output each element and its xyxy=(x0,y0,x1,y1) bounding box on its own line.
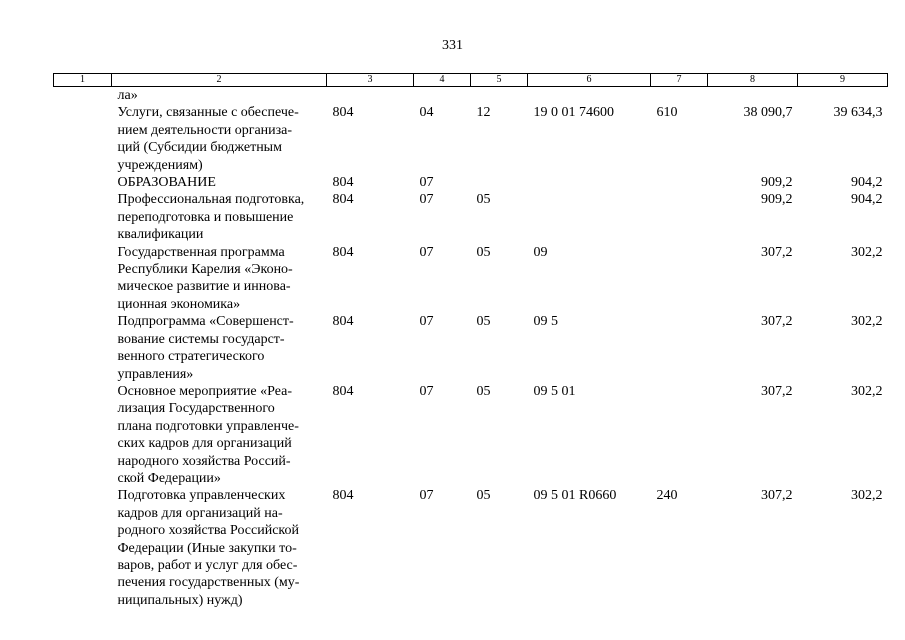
subsection-cell: 05 xyxy=(476,488,491,504)
section-cell xyxy=(414,87,471,105)
expense-type-cell xyxy=(651,191,708,243)
item-name-line: кадров для организаций на- xyxy=(117,505,283,521)
amount-year2-cell: 302,2 xyxy=(851,244,883,260)
budget-code-cell: 804 xyxy=(332,314,354,330)
expense-type-cell xyxy=(651,174,708,191)
budget-code-cell: 804 xyxy=(332,192,354,208)
item-name-cell xyxy=(112,191,327,243)
subsection-cell: 12 xyxy=(476,105,491,121)
item-name-line: нием деятельности организа- xyxy=(117,122,293,138)
target-article-cell: 09 xyxy=(533,244,548,260)
row-number-cell xyxy=(54,487,112,609)
section-cell: 04 xyxy=(419,105,434,121)
item-name-line: ций (Субсидии бюджетным xyxy=(117,140,282,156)
amount-year2-cell: 904,2 xyxy=(851,192,883,208)
table-row xyxy=(54,191,888,243)
target-article-cell: 09 5 xyxy=(533,314,558,330)
column-number: 4 xyxy=(414,74,471,87)
column-number: 9 xyxy=(798,74,888,87)
budget-code-cell: 804 xyxy=(332,175,354,191)
section-cell: 07 xyxy=(419,244,434,260)
column-number: 6 xyxy=(528,74,651,87)
item-name-line: ниципальных) нужд) xyxy=(117,592,243,608)
amount-year1-cell xyxy=(708,87,798,105)
expense-type-cell: 610 xyxy=(656,105,678,121)
item-name-line: венного стратегического xyxy=(117,349,265,365)
row-number-cell xyxy=(54,244,112,314)
column-number: 2 xyxy=(112,74,327,87)
item-name-line: Подготовка управленческих xyxy=(117,488,286,504)
table-row xyxy=(54,244,888,314)
column-number: 7 xyxy=(651,74,708,87)
amount-year2-cell: 904,2 xyxy=(851,175,883,191)
item-name-line: родного хозяйства Российской xyxy=(117,523,300,539)
table-row xyxy=(54,383,888,487)
item-name-cell xyxy=(112,104,327,174)
item-name-line: учреждениям) xyxy=(117,157,203,173)
section-cell: 07 xyxy=(419,192,434,208)
item-name-line: Подпрограмма «Совершенст- xyxy=(117,314,294,330)
item-name-line: ских кадров для организаций xyxy=(117,436,292,452)
amount-year2-cell: 302,2 xyxy=(851,488,883,504)
table-row xyxy=(54,87,888,105)
table-row xyxy=(54,487,888,609)
budget-code-cell: 804 xyxy=(332,383,354,399)
amount-year2-cell: 39 634,3 xyxy=(833,105,883,121)
table-row xyxy=(54,174,888,191)
item-name-line: переподготовка и повышение xyxy=(117,209,294,225)
subsection-cell: 05 xyxy=(476,314,491,330)
budget-code-cell: 804 xyxy=(332,244,354,260)
item-name-line: ОБРАЗОВАНИЕ xyxy=(117,175,216,191)
item-name-line: печения государственных (му- xyxy=(117,575,300,591)
item-name-line: Федерации (Иные закупки то- xyxy=(117,540,297,556)
target-article-cell: 19 0 01 74600 xyxy=(533,105,614,121)
row-number-cell xyxy=(54,104,112,174)
target-article-cell xyxy=(528,87,651,105)
target-article-cell xyxy=(528,191,651,243)
expense-type-cell xyxy=(651,313,708,383)
subsection-cell: 05 xyxy=(476,192,491,208)
section-cell: 07 xyxy=(419,383,434,399)
target-article-cell: 09 5 01 xyxy=(533,383,576,399)
amount-year2-cell: 302,2 xyxy=(851,314,883,330)
target-article-cell: 09 5 01 R0660 xyxy=(533,488,617,504)
column-number: 5 xyxy=(471,74,528,87)
amount-year1-cell: 307,2 xyxy=(761,314,793,330)
item-name-line: народного хозяйства Россий- xyxy=(117,453,291,469)
amount-year1-cell: 307,2 xyxy=(761,244,793,260)
section-cell: 07 xyxy=(419,314,434,330)
item-name-line: плана подготовки управленче- xyxy=(117,418,299,434)
column-number: 8 xyxy=(708,74,798,87)
expense-type-cell xyxy=(651,244,708,314)
budget-code-cell: 804 xyxy=(332,105,354,121)
table-header xyxy=(54,74,888,87)
item-name-line: мическое развитие и иннова- xyxy=(117,279,291,295)
subsection-cell: 05 xyxy=(476,383,491,399)
budget-table xyxy=(53,73,888,609)
subsection-cell: 05 xyxy=(476,244,491,260)
table-row xyxy=(54,104,888,174)
amount-year1-cell: 307,2 xyxy=(761,383,793,399)
budget-code-cell xyxy=(327,87,414,105)
item-name-cell xyxy=(112,383,327,487)
column-number: 1 xyxy=(54,74,112,87)
item-name-line: ла» xyxy=(117,88,138,103)
subsection-cell xyxy=(471,87,528,105)
item-name-line: Профессиональная подготовка, xyxy=(117,192,305,208)
table-body xyxy=(54,87,888,610)
section-cell: 07 xyxy=(419,175,434,191)
column-number-row xyxy=(54,74,888,87)
amount-year1-cell: 909,2 xyxy=(761,175,793,191)
subsection-cell xyxy=(471,174,528,191)
item-name-line: управления» xyxy=(117,366,194,382)
section-cell: 07 xyxy=(419,488,434,504)
expense-type-cell xyxy=(651,383,708,487)
amount-year1-cell: 909,2 xyxy=(761,192,793,208)
item-name-line: Основное мероприятие «Реа- xyxy=(117,383,292,399)
item-name-line: лизация Государственного xyxy=(117,401,275,417)
target-article-cell xyxy=(528,174,651,191)
item-name-line: Услуги, связанные с обеспече- xyxy=(117,105,299,121)
amount-year1-cell: 307,2 xyxy=(761,488,793,504)
item-name-line: ской Федерации» xyxy=(117,470,221,486)
item-name-line: Государственная программа xyxy=(117,244,285,260)
item-name-cell xyxy=(112,87,327,105)
row-number-cell xyxy=(54,383,112,487)
column-number: 3 xyxy=(327,74,414,87)
row-number-cell xyxy=(54,313,112,383)
item-name-line: вование системы государст- xyxy=(117,331,285,347)
item-name-cell xyxy=(112,244,327,314)
amount-year1-cell: 38 090,7 xyxy=(743,105,793,121)
item-name-line: варов, работ и услуг для обес- xyxy=(117,557,298,573)
item-name-cell xyxy=(112,313,327,383)
item-name-line: Республики Карелия «Эконо- xyxy=(117,262,293,278)
page-number: 331 xyxy=(442,38,463,53)
amount-year2-cell xyxy=(798,87,888,105)
table-row xyxy=(54,313,888,383)
row-number-cell xyxy=(54,191,112,243)
row-number-cell xyxy=(54,174,112,191)
budget-code-cell: 804 xyxy=(332,488,354,504)
item-name-cell xyxy=(112,174,327,191)
amount-year2-cell: 302,2 xyxy=(851,383,883,399)
item-name-line: квалификации xyxy=(117,227,204,243)
item-name-line: ционная экономика» xyxy=(117,296,241,312)
expense-type-cell xyxy=(651,87,708,105)
row-number-cell xyxy=(54,87,112,105)
expense-type-cell: 240 xyxy=(656,488,678,504)
item-name-cell xyxy=(112,487,327,609)
